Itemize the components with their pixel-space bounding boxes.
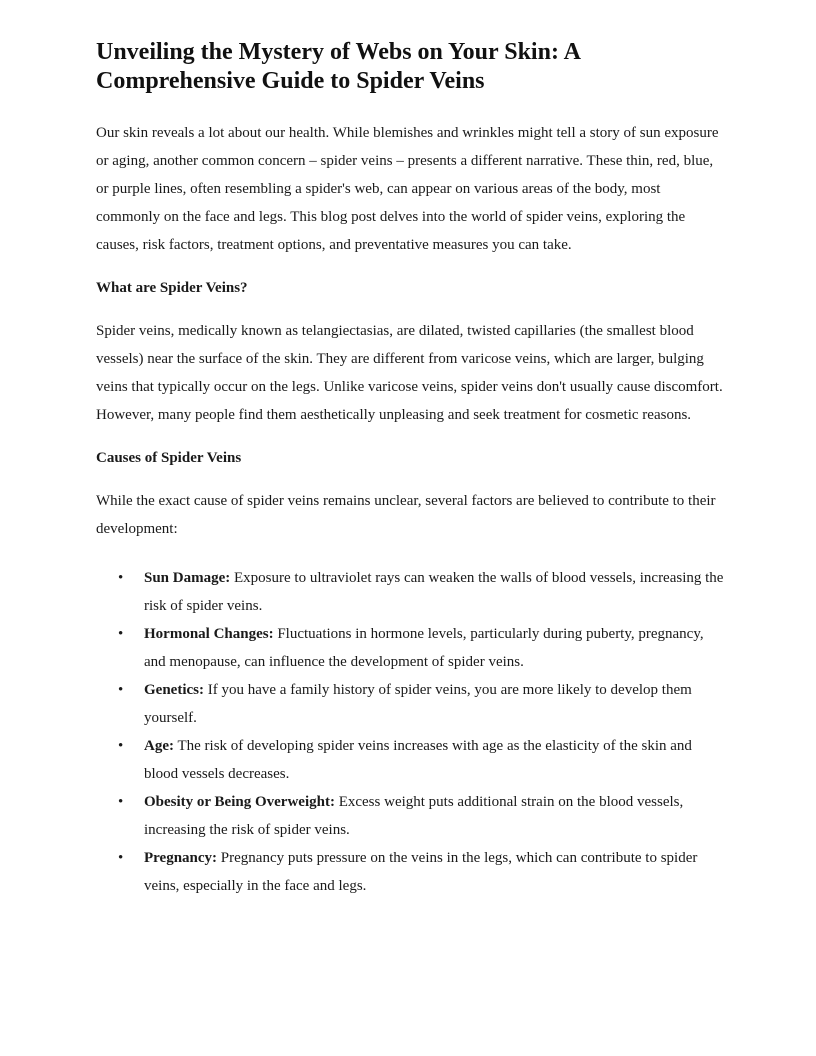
list-item <box>96 788 724 844</box>
causes-list <box>96 564 724 900</box>
list-item-term: Age: <box>144 738 174 754</box>
list-item <box>96 620 724 676</box>
bullet-icon: • <box>118 794 124 810</box>
list-item-term: Pregnancy: <box>144 850 218 866</box>
list-item-text: Exposure to ultraviolet rays can weaken the walls of blood vessels, increasing the risk of spider veins. <box>144 570 724 614</box>
intro-paragraph: Our skin reveals a lot about our health. While blemishes and wrinkles might tell a story of sun exposure or aging, another common concern – spider veins – presents a different narrative. These thin, red, blue, or purple lines, often resembling a spider's web, can appear on various areas of the body, most commonly on the face and legs. This blog post delves into the world of spider veins, exploring the causes, risk factors, treatment options, and preventative measures you can take. <box>96 125 719 253</box>
section-heading-causes: Causes of Spider Veins <box>96 450 242 466</box>
list-item-term: Hormonal Changes: <box>144 626 274 642</box>
document-page <box>96 38 724 900</box>
bullet-icon: • <box>118 626 124 642</box>
bullet-icon: • <box>118 570 124 586</box>
list-item-text: The risk of developing spider veins increases with age as the elasticity of the skin and blood vessels decreases. <box>144 738 692 782</box>
list-item-text: If you have a family history of spider veins, you are more likely to develop them yourself. <box>144 682 692 726</box>
list-item-text: Pregnancy puts pressure on the veins in the legs, which can contribute to spider veins, especially in the face and legs. <box>144 850 698 894</box>
list-item-term: Genetics: <box>144 682 204 698</box>
list-item-term: Obesity or Being Overweight: <box>144 794 335 810</box>
list-item <box>96 844 724 900</box>
list-item-text: Fluctuations in hormone levels, particularly during puberty, pregnancy, and menopause, can influence the development of spider veins. <box>144 626 704 670</box>
list-item <box>96 564 724 620</box>
bullet-icon: • <box>118 682 124 698</box>
list-item <box>96 676 724 732</box>
list-item-text: Excess weight puts additional strain on the blood vessels, increasing the risk of spider veins. <box>144 794 684 838</box>
section-body-causes: While the exact cause of spider veins remains unclear, several factors are believed to contribute to their development: <box>96 493 716 537</box>
page-title: Unveiling the Mystery of Webs on Your Skin: A Comprehensive Guide to Spider Veins <box>96 39 580 94</box>
section-body-what: Spider veins, medically known as telangiectasias, are dilated, twisted capillaries (the smallest blood vessels) near the surface of the skin. They are different from varicose veins, which are larger, bulging veins that typically occur on the legs. Unlike varicose veins, spider veins don't usually cause discomfort. However, many people find them aesthetically unpleasing and seek treatment for cosmetic reasons. <box>96 323 723 423</box>
list-item-term: Sun Damage: <box>144 570 231 586</box>
bullet-icon: • <box>118 738 124 754</box>
section-heading-what: What are Spider Veins? <box>96 280 248 296</box>
bullet-icon: • <box>118 850 124 866</box>
list-item <box>96 732 724 788</box>
